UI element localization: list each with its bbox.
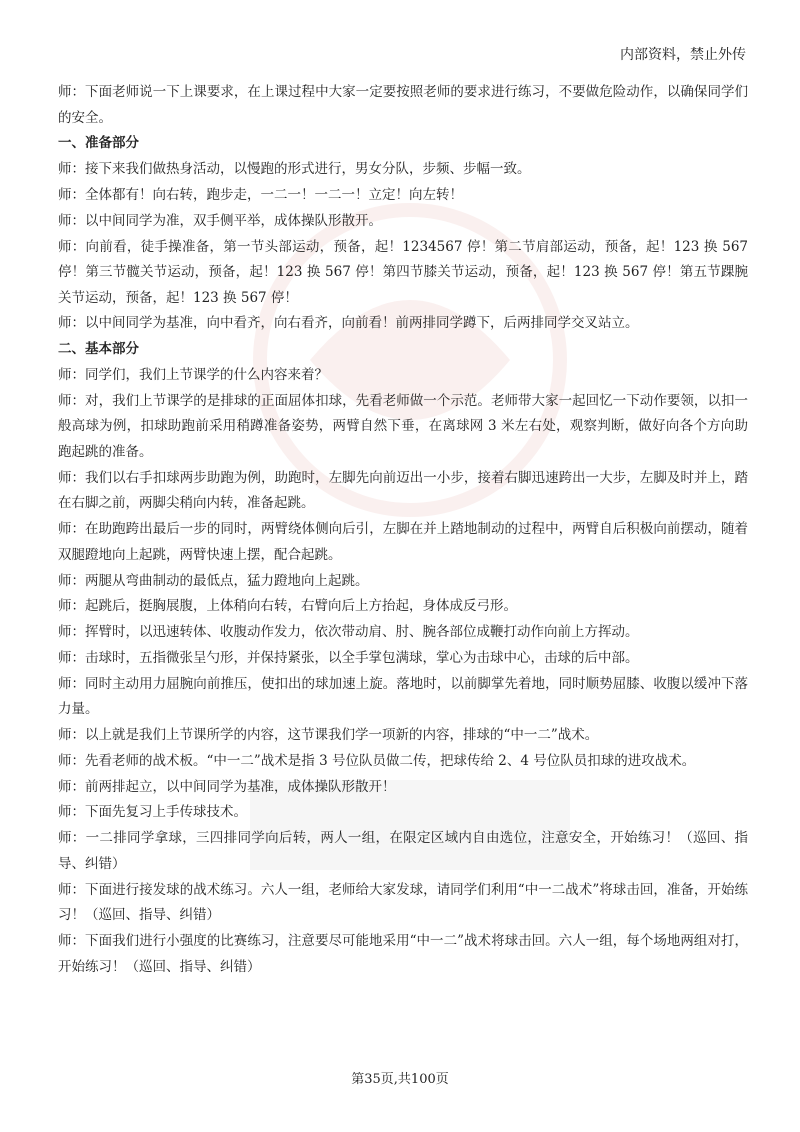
paragraph: 师：下面先复习上手传球技术。 (58, 804, 247, 821)
section-heading: 一、准备部分 (58, 135, 139, 152)
paragraph: 师：向前看，徒手操准备，第一节头部运动，预备，起！1234567 停！第二节肩部运动，预备，起！123 换 567 停！第三节髋关节运动，预备，起！123 换 567 停！第四节膝关节运动，预备，起！123 换 567 停！第五节踝腕关节运动，预备，起！123 换 567 停！ (58, 238, 748, 306)
paragraph: 师：前两排起立，以中间同学为基准，成体操队形散开！ (58, 778, 396, 795)
paragraph: 师：全体都有！向右转，跑步走，一二一！一二一！立定！向左转！ (58, 186, 463, 203)
paragraph: 师：下面我们进行小强度的比赛练习，注意要尽可能地采用“中一二”战术将球击回。六人一组，每个场地两组对打，开始练习！（巡回、指导、纠错） (58, 932, 748, 975)
paragraph: 师：下面进行接发球的战术练习。六人一组，老师给大家发球，请同学们利用“中一二战术”将球击回，准备，开始练习！（巡回、指导、纠错） (58, 881, 748, 924)
section-heading: 二、基本部分 (58, 341, 139, 358)
paragraph: 师：一二排同学拿球，三四排同学向后转，两人一组，在限定区域内自由选位，注意安全，开始练习！（巡回、指导、纠错） (58, 830, 748, 872)
paragraph: 师：对，我们上节课学的是排球的正面屈体扣球，先看老师做一个示范。老师带大家一起回忆一下动作要领，以扣一般高球为例，扣球助跑前采用稍蹲准备姿势，两臂自然下垂，在离球网 3 米左右处，观察判断，做好向各个方向助跑起跳的准备。 (58, 392, 748, 460)
paragraph: 师：接下来我们做热身活动，以慢跑的形式进行，男女分队，步频、步幅一致。 (58, 161, 531, 178)
paragraph: 师：在助跑跨出最后一步的同时，两臂绕体侧向后引，左脚在并上踏地制动的过程中，两臂自后积极向前摆动，随着双腿蹬地向上起跳，两臂快速上摆，配合起跳。 (58, 521, 748, 563)
paragraph: 师：先看老师的战术板。“中一二”战术是指 3 号位队员做二传，把球传给 2、4 号位队员扣球的进攻战术。 (58, 752, 696, 769)
paragraph: 师：以中间同学为准，双手侧平举，成体操队形散开。 (58, 212, 382, 229)
paragraph: 师：挥臂时，以迅速转体、收腹动作发力，依次带动肩、肘、腕各部位成鞭打动作向前上方挥动。 (58, 624, 639, 641)
paragraph: 师：同学们，我们上节课学的什么内容来着？ (58, 367, 328, 384)
document-body (58, 80, 748, 980)
paragraph: 师：同时主动用力屈腕向前推压，使扣出的球加速上旋。落地时，以前脚掌先着地，同时顺势屈膝、收腹以缓冲下落力量。 (58, 675, 748, 718)
paragraph: 师：两腿从弯曲制动的最低点，猛力蹬地向上起跳。 (58, 572, 369, 589)
paragraph: 师：下面老师说一下上课要求，在上课过程中大家一定要按照老师的要求进行练习，不要做危险动作，以确保同学们的安全。 (58, 84, 748, 126)
paragraph: 师：以中间同学为基准，向中看齐，向右看齐，向前看！前两排同学蹲下，后两排同学交叉站立。 (58, 315, 639, 332)
header-confidential-note: 内部资料，禁止外传 (620, 47, 746, 63)
paragraph: 师：起跳后，挺胸展腹，上体稍向右转，右臂向后上方抬起，身体成反弓形。 (58, 598, 517, 615)
paragraph: 师：我们以右手扣球两步助跑为例，助跑时，左脚先向前迈出一小步，接着右脚迅速跨出一大步，左脚及时并上，踏在右脚之前，两脚尖稍向内转，准备起跳。 (58, 469, 748, 512)
paragraph: 师：以上就是我们上节课所学的内容，这节课我们学一项新的内容，排球的“中一二”战术。 (58, 727, 599, 744)
paragraph: 师：击球时，五指微张呈勺形，并保持紧张，以全手掌包满球，掌心为击球中心，击球的后中部。 (58, 649, 639, 666)
page-number-footer: 第35页,共100页 (351, 1072, 449, 1087)
